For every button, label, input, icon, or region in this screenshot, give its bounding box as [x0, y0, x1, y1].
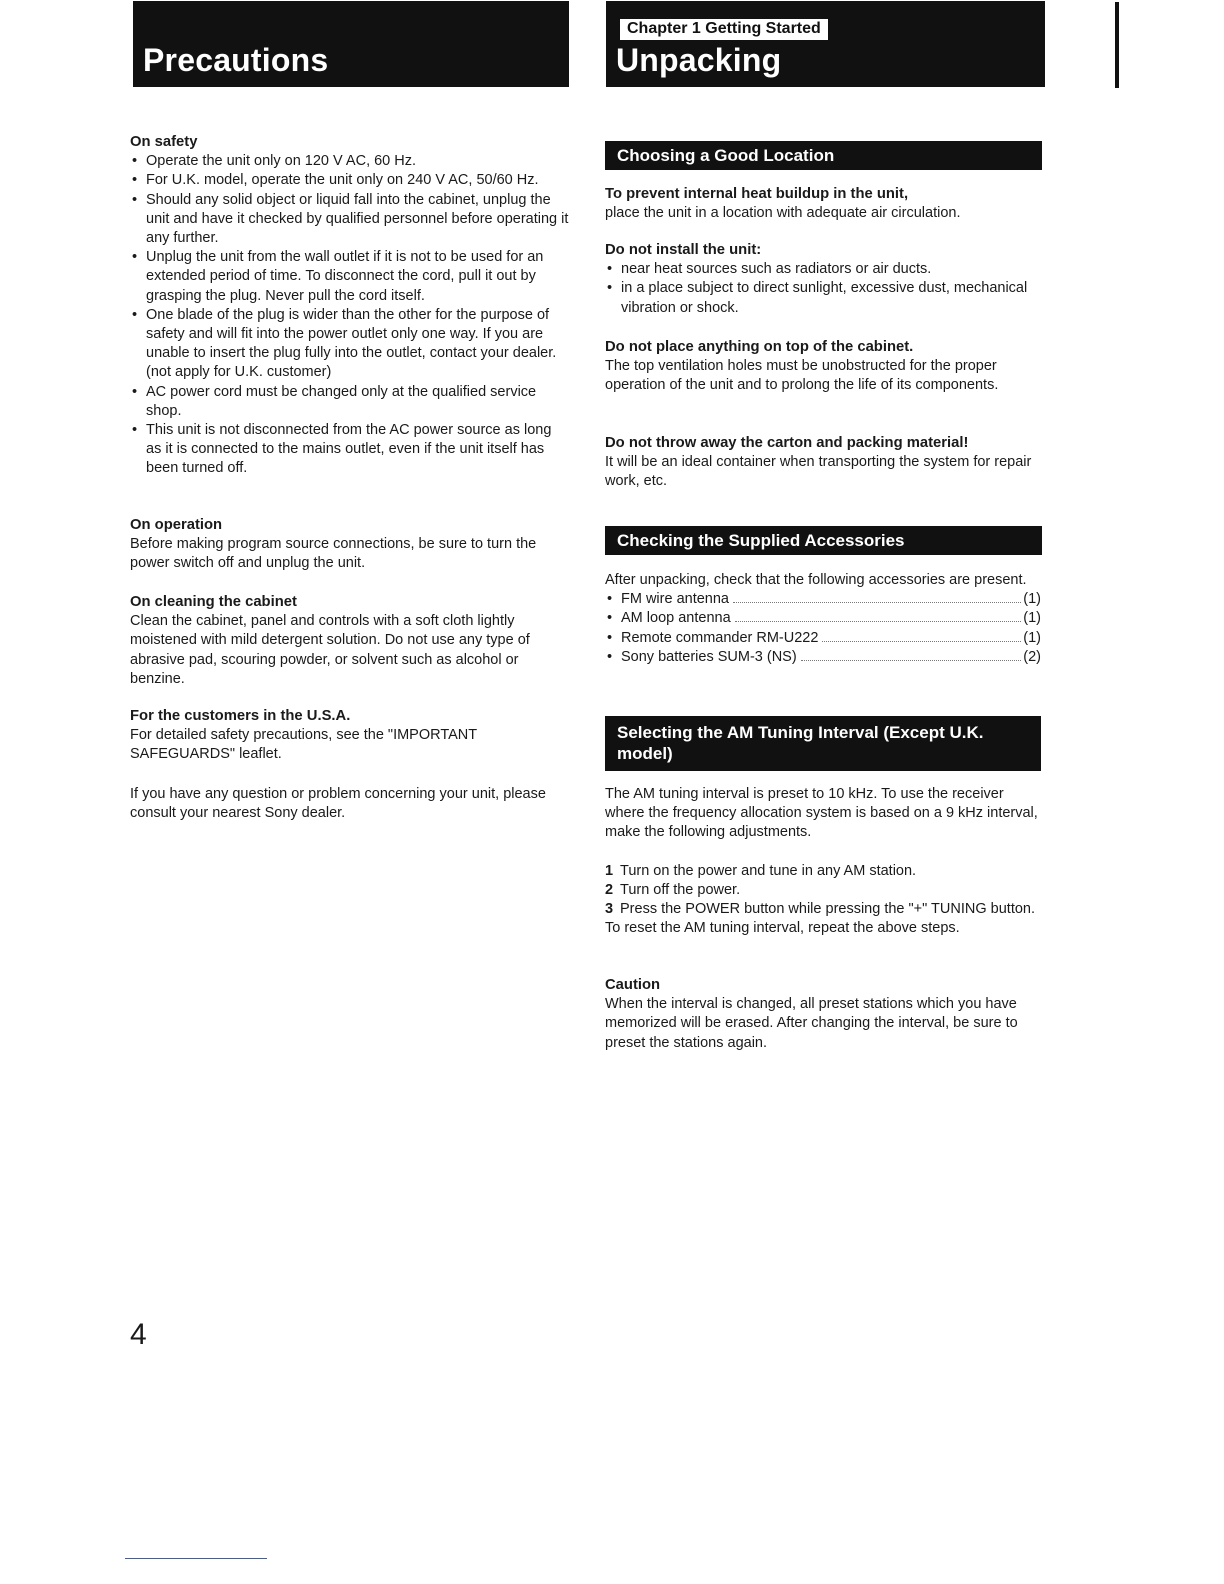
- list-item: • near heat sources such as radiators or air ducts.: [605, 260, 1041, 279]
- usa-section: [130, 707, 570, 765]
- step-text: Turn on the power and tune in any AM station.: [620, 862, 917, 879]
- install-heading: Do not install the unit:: [605, 242, 762, 258]
- accessory-name: • AM loop antenna: [621, 610, 731, 627]
- carton-section: [605, 434, 1041, 492]
- top-text: The top ventilation holes must be unobstructed for the proper operation of the unit and to prolong the life of its components.: [605, 358, 999, 394]
- usa-heading: For the customers in the U.S.A.: [130, 708, 351, 724]
- accessories-section: [605, 571, 1041, 667]
- step-number: 1: [605, 862, 614, 879]
- step-number: 2: [605, 881, 614, 898]
- step-number: 3: [605, 901, 614, 918]
- dot-leader: [733, 602, 1021, 603]
- safety-section: [130, 133, 570, 479]
- step-text: Turn off the power.: [620, 881, 741, 898]
- step-item: [605, 881, 1041, 900]
- accessory-qty: (2): [1023, 648, 1041, 665]
- section-title: Unpacking: [616, 42, 782, 78]
- step-item: [605, 900, 1041, 919]
- dot-leader: [801, 660, 1022, 661]
- cleaning-heading: On cleaning the cabinet: [130, 594, 297, 610]
- accessory-qty: (1): [1023, 591, 1041, 608]
- accessory-row: [605, 590, 1041, 609]
- unpacking-banner: [606, 1, 1045, 87]
- list-item: • Should any solid object or liquid fall into the cabinet, unplug the unit and have it checked by qualified personnel before operating it any further.: [130, 191, 570, 249]
- accessory-qty: (1): [1023, 629, 1041, 646]
- am-reset-text: To reset the AM tuning interval, repeat the above steps.: [605, 920, 960, 937]
- accessory-name: • FM wire antenna: [621, 591, 729, 608]
- page-edge-bar: [1115, 2, 1119, 88]
- dot-leader: [822, 641, 1021, 642]
- page-number: 4: [130, 1318, 147, 1351]
- step-text: Press the POWER button while pressing the "+" TUNING button.: [620, 901, 1035, 918]
- usa-text: For detailed safety precautions, see the "IMPORTANT SAFEGUARDS" leaflet.: [130, 727, 477, 763]
- list-item: • This unit is not disconnected from the AC power source as long as it is connected to the mains outlet, even if the unit itself has been turned off.: [130, 421, 570, 479]
- accessory-row: [605, 629, 1041, 648]
- heat-section: [605, 185, 1041, 223]
- question-text: If you have any question or problem concerning your unit, please consult your nearest Sony dealer.: [130, 786, 546, 822]
- chapter-label: Chapter 1 Getting Started: [620, 19, 828, 40]
- accessory-name: • Sony batteries SUM-3 (NS): [621, 648, 797, 665]
- list-item: • Operate the unit only on 120 V AC, 60 Hz.: [130, 152, 570, 171]
- heat-text: place the unit in a location with adequate air circulation.: [605, 205, 961, 222]
- question-section: [130, 785, 570, 823]
- list-item: • Unplug the unit from the wall outlet if it is not to be used for an extended period of time. To disconnect the cord, pull it out by grasping the plug. Never pull the cord itself.: [130, 248, 570, 306]
- caution-section: [605, 976, 1041, 1053]
- am-tuning-bar: Selecting the AM Tuning Interval (Except U.K. model): [605, 716, 1041, 771]
- install-section: [605, 241, 1041, 318]
- list-item: • AC power cord must be changed only at the qualified service shop.: [130, 383, 570, 421]
- accessory-row: [605, 648, 1041, 667]
- precautions-banner: [133, 1, 569, 87]
- top-cabinet-section: [605, 338, 1041, 396]
- heat-heading: To prevent internal heat buildup in the unit,: [605, 186, 909, 202]
- location-bar: Choosing a Good Location: [605, 141, 1042, 170]
- accessories-intro: After unpacking, check that the following accessories are present.: [605, 572, 1027, 588]
- caution-text: When the interval is changed, all preset stations which you have memorized will be erased. After changing the interval, be sure to preset the stations again.: [605, 996, 1018, 1051]
- am-intro: The AM tuning interval is preset to 10 kHz. To use the receiver where the frequency allocation system is based on a 9 kHz interval, make the following adjustments.: [605, 786, 1038, 841]
- step-item: [605, 862, 1041, 881]
- list-item: • One blade of the plug is wider than the other for the purpose of safety and will fit into the power outlet only one way. If you are unable to insert the plug fully into the outlet, contact your dealer. (not apply for U.K. customer): [130, 306, 570, 383]
- list-item: • For U.K. model, operate the unit only on 240 V AC, 50/60 Hz.: [130, 171, 570, 190]
- safety-list: [130, 152, 570, 478]
- top-heading: Do not place anything on top of the cabinet.: [605, 339, 914, 355]
- carton-text: It will be an ideal container when transporting the system for repair work, etc.: [605, 454, 1032, 490]
- carton-heading: Do not throw away the carton and packing material!: [605, 435, 969, 451]
- cleaning-section: [130, 593, 570, 689]
- accessories-bar: Checking the Supplied Accessories: [605, 526, 1042, 555]
- cleaning-text: Clean the cabinet, panel and controls with a soft cloth lightly moistened with mild detergent solution. Do not use any type of abrasive pad, scouring powder, or solvent such as alcohol or benzine.: [130, 613, 530, 687]
- safety-heading: On safety: [130, 134, 198, 150]
- accessory-name: • Remote commander RM-U222: [621, 629, 819, 646]
- operation-text: Before making program source connections, be sure to turn the power switch off and unplug the unit.: [130, 536, 537, 572]
- footer-rule: [125, 1558, 267, 1559]
- accessory-qty: (1): [1023, 610, 1041, 627]
- am-steps: [605, 862, 1041, 920]
- caution-heading: Caution: [605, 977, 661, 993]
- operation-heading: On operation: [130, 517, 223, 533]
- am-section: [605, 785, 1041, 938]
- dot-leader: [735, 621, 1022, 622]
- accessory-row: [605, 609, 1041, 628]
- page-title: Precautions: [143, 42, 329, 78]
- install-list: [605, 260, 1041, 318]
- list-item: • in a place subject to direct sunlight, excessive dust, mechanical vibration or shock.: [605, 279, 1041, 317]
- operation-section: [130, 516, 570, 574]
